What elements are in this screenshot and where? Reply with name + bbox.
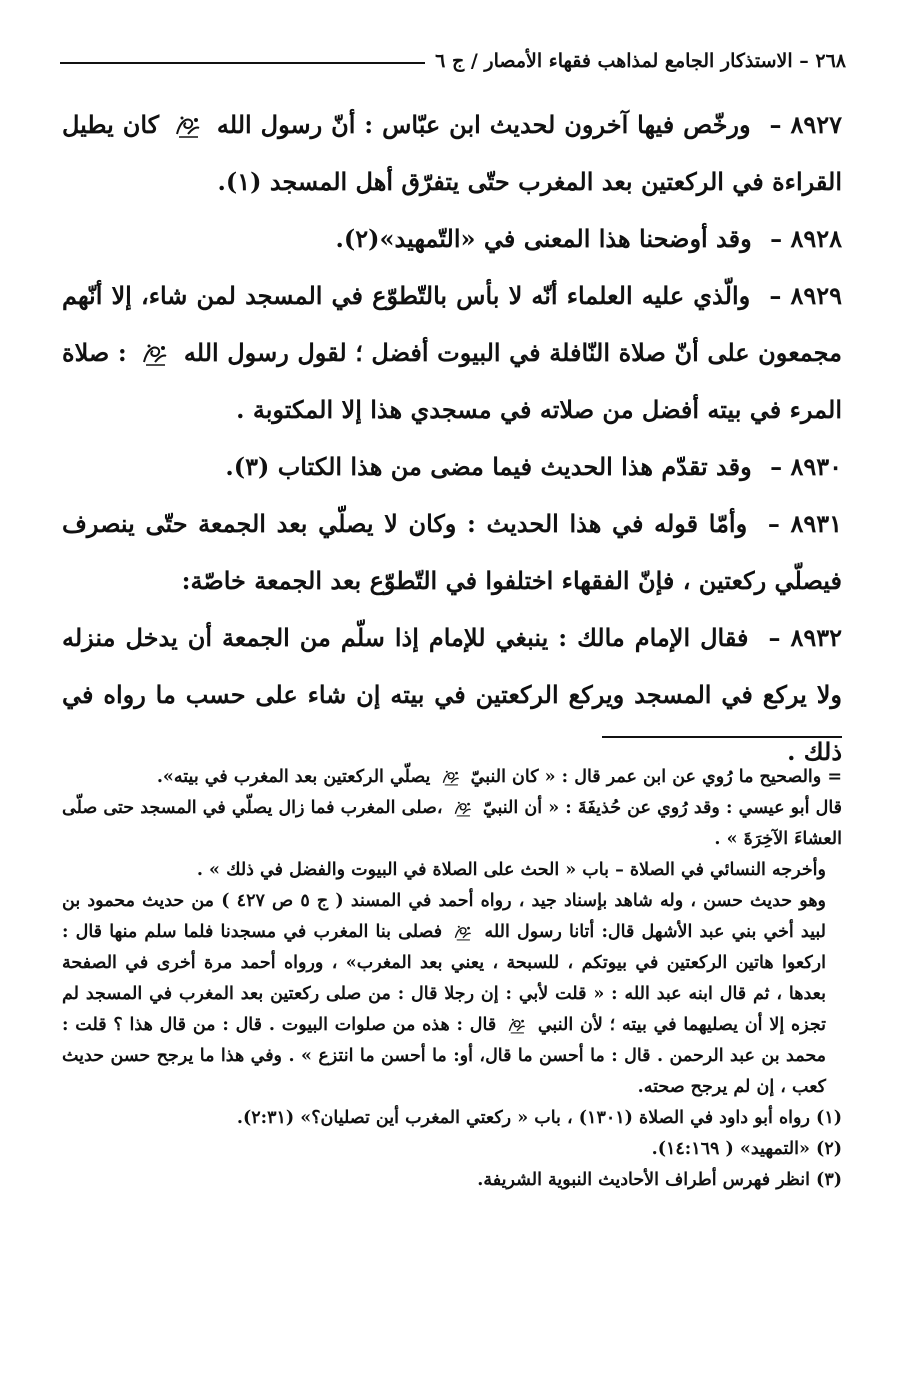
main-text xyxy=(62,96,842,780)
footnote-text: وهو حديث حسن ، وله شاهد بإسناد جيد ، رواه أحمد في المسند ( ج ٥ ص ٤٢٧ ) من حديث محمود بن لبيد أخي بني عبد الأشهل قال: أتانا رسول الله xyxy=(62,891,826,942)
paragraph-text: فقال الإمام مالك : ينبغي للإمام إذا سلّم من الجمعة أن يدخل منزله ولا يركع في المسجد ويركع الركعتين في بيته إن شاء على حسب ما رواه في ذلك . xyxy=(62,623,842,766)
footnote-continuation xyxy=(62,855,842,886)
footnote-2 xyxy=(62,1134,842,1165)
paragraph-text: وقد تقدّم هذا الحديث فيما مضى من هذا الكتاب (٣). xyxy=(225,452,752,481)
running-title: ٢٦٨ – الاستذكار الجامع لمذاهب فقهاء الأمصار / ج ٦ xyxy=(435,50,846,72)
paragraph-8932 xyxy=(62,609,842,780)
paragraph-text: ورخّص فيها آخرون لحديث ابن عبّاس : أنّ رسول الله xyxy=(216,110,751,139)
paragraph-8928 xyxy=(62,210,842,267)
paragraph-text: كان يطيل القراءة في الركعتين بعد المغرب حتّى يتفرّق أهل المسجد (١). xyxy=(62,110,842,196)
footnote-text: يصلّي الركعتين بعد المغرب في بيته». xyxy=(156,767,431,787)
paragraph-8929 xyxy=(62,267,842,438)
footnote-text: وأخرجه النسائي في الصلاة – باب « الحث على الصلاة في البيوت والفضل في ذلك » . xyxy=(196,860,826,880)
footnote-text: (٣) انظر فهرس أطراف الأحاديث النبوية الشريفة. xyxy=(477,1170,842,1190)
paragraph-number: ٨٩٣٠ – xyxy=(770,452,842,481)
footnote-text: قال أبو عيسي : وقد رُوي عن حُذيفَةَ : « أن النبيّ xyxy=(482,798,843,818)
footnote-1 xyxy=(62,1103,842,1134)
sallallahu-alayhi-wasallam-icon xyxy=(453,924,473,942)
footnote-text: قال : هذه من صلوات البيوت . قال : من قال هذا ؟ قلت : محمد بن عبد الرحمن . قال : ما أحسن ما قال، أو: ما أحسن ما انتزع » . وفي هذا ما يرجح حسن حديث كعب ، إن لم يرجح صحته. xyxy=(62,1015,826,1097)
paragraph-text: وقد أوضحنا هذا المعنى في «التّمهيد»(٢). xyxy=(335,224,752,253)
paragraph-8931 xyxy=(62,495,842,609)
paragraph-text: : صلاة المرء في بيته أفضل من صلاته في مسجدي هذا إلا المكتوبة . xyxy=(62,338,842,424)
paragraph-8930 xyxy=(62,438,842,495)
footnote-continuation xyxy=(62,886,842,1103)
footnote-text: فصلى بنا المغرب في مسجدنا فلما سلم منها قال : اركعوا هاتين الركعتين في بيوتكم ، للسبحة ، يعني بعد المغرب» ، ورواه أحمد مرة أخرى في الصفحة بعدها ، ثم قال ابنه عبد الله : « قلت لأبي : إن رجلا قال : من صلى ركعتين بعد المغرب في المسجد لم تجزه إلا أن يصليهما في بيته ؛ لأن النبي xyxy=(62,922,826,1035)
paragraph-number: ٨٩٣١ – xyxy=(767,509,842,538)
header-rule xyxy=(60,62,425,64)
paragraph-number: ٨٩٣٢ – xyxy=(768,623,843,652)
paragraph-text: والّذي عليه العلماء أنّه لا بأس بالتّطوّع في المسجد لمن شاء، إلا أنّهم مجمعون على أنّ صلاة النّافلة في البيوت أفضل ؛ لقول رسول الله xyxy=(62,281,842,367)
footnote-continuation xyxy=(62,793,842,855)
footnote-text: (١) رواه أبو داود في الصلاة (١٣٠١) ، باب « ركعتي المغرب أين تصليان؟» (٢:٣١). xyxy=(236,1108,842,1128)
sallallahu-alayhi-wasallam-icon xyxy=(507,1017,527,1035)
sallallahu-alayhi-wasallam-icon xyxy=(453,800,473,818)
paragraph-number: ٨٩٢٧ – xyxy=(769,110,842,139)
footnotes xyxy=(62,762,842,1196)
footnote-text: = والصحيح ما رُوي عن ابن عمر قال : « كان النبيّ xyxy=(470,767,842,787)
footnote-continuation xyxy=(62,762,842,793)
footnote-text: (٢) «التمهيد» ( ١٤:١٦٩). xyxy=(651,1139,842,1159)
footnote-3 xyxy=(62,1165,842,1196)
paragraph-number: ٨٩٢٨ – xyxy=(770,224,842,253)
footnote-text: ،صلى المغرب فما زال يصلّي في المسجد حتى صلّى العشاءَ الآخِرَةَ » . xyxy=(62,798,842,849)
sallallahu-alayhi-wasallam-icon xyxy=(441,769,461,787)
footnote-divider xyxy=(602,736,842,738)
paragraph-8927 xyxy=(62,96,842,210)
sallallahu-alayhi-wasallam-icon xyxy=(174,114,202,140)
sallallahu-alayhi-wasallam-icon xyxy=(141,342,169,368)
page-header xyxy=(60,30,846,74)
paragraph-text: وأمّا قوله في هذا الحديث : وكان لا يصلّي بعد الجمعة حتّى ينصرف فيصلّي ركعتين ، فإنّ الفقهاء اختلفوا في التّطوّع بعد الجمعة خاصّة: xyxy=(62,509,842,595)
paragraph-number: ٨٩٢٩ – xyxy=(769,281,842,310)
